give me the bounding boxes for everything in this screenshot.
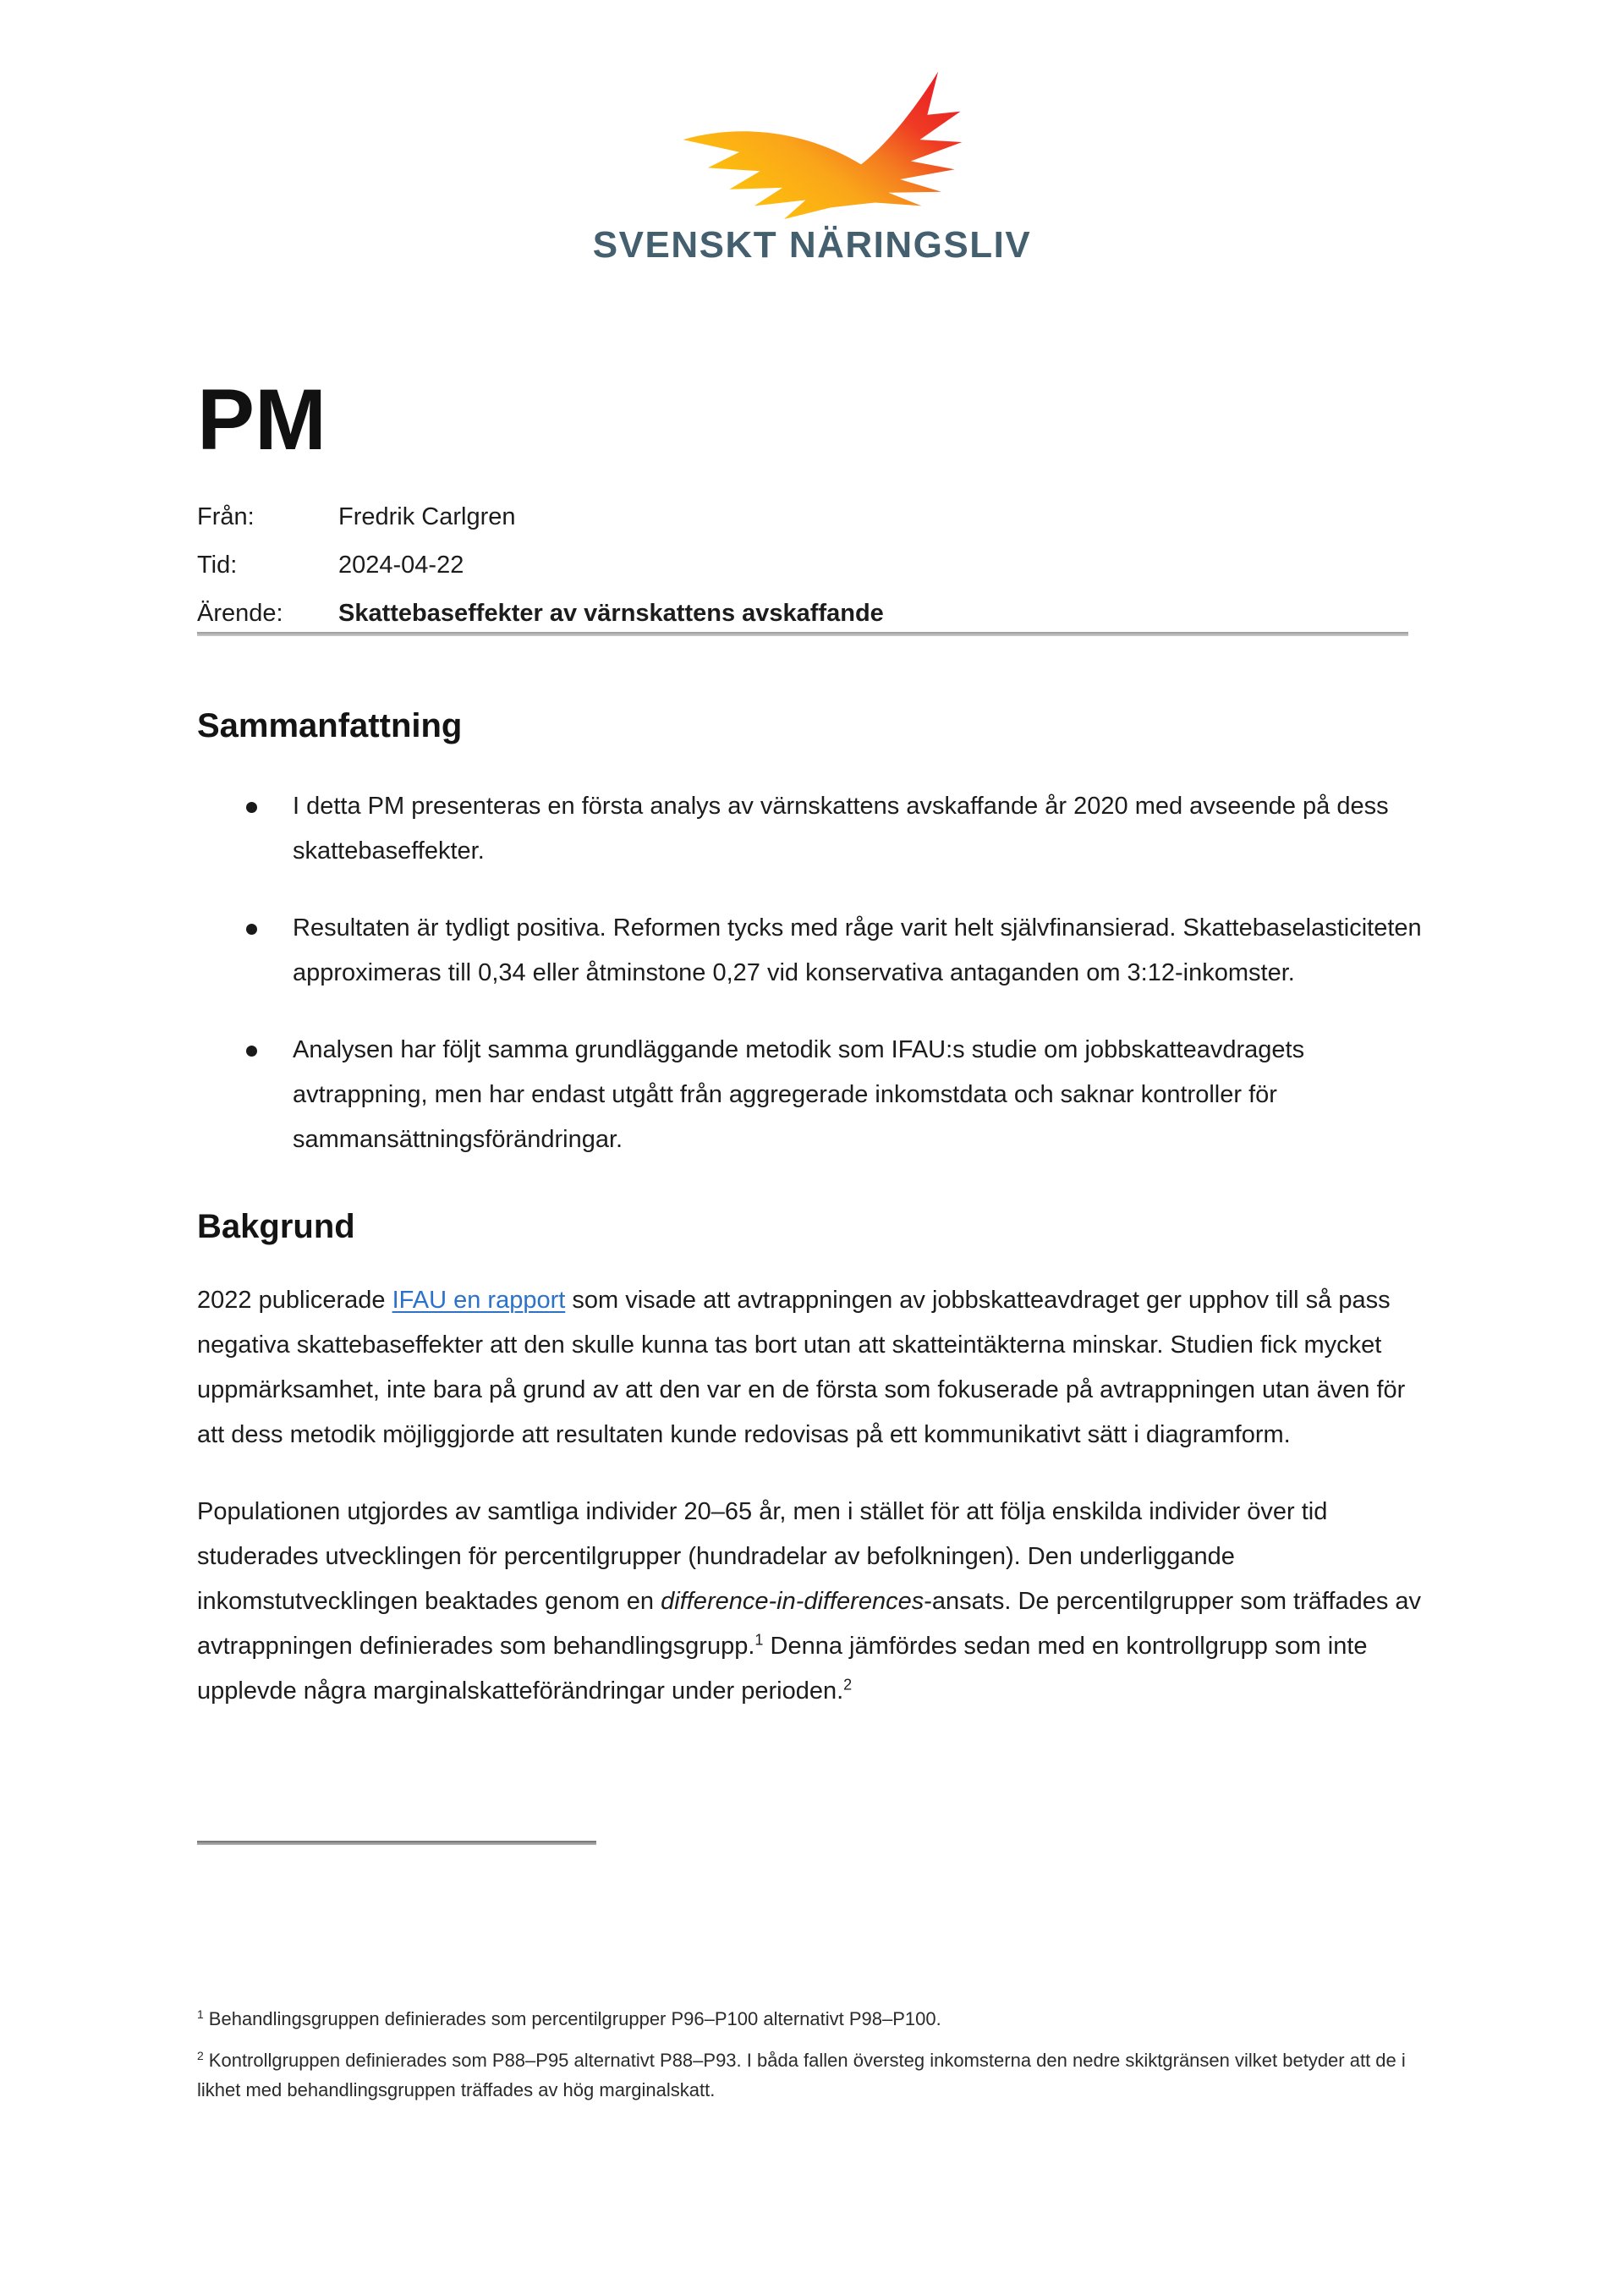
summary-bullet-2: Resultaten är tydligt positiva. Reformen tycks med råge varit helt självfinansierad. Skattebaselasticiteten approximeras till 0,34 eller åtminstone 0,27 vid konservativa antaganden om 3:12-inkomster. (197, 906, 1434, 996)
meta-divider (197, 632, 1408, 636)
paragraph-text: 2022 publicerade (197, 1287, 392, 1314)
footnote-text: Behandlingsgruppen definierades som percentilgrupper P96–P100 alternativt P98–P100. (208, 2008, 941, 2029)
footnote-divider (197, 1841, 596, 1845)
ifau-report-link[interactable]: IFAU en rapport (392, 1287, 566, 1314)
footnote-ref-1: 1 (754, 1631, 764, 1649)
footnotes-block (197, 2004, 1447, 2117)
section-background (197, 1208, 1434, 1714)
background-paragraph-2 (197, 1490, 1434, 1714)
summary-bullet-3: Analysen har följt samma grundläggande metodik som IFAU:s studie om jobbskatteavdragets avtrappning, men har endast utgått från aggregerade inkomstdata och saknar kontroller för sammansättningsförändringar. (197, 1028, 1434, 1162)
meta-block (197, 493, 884, 638)
brand-name: SVENSKT NÄRINGSLIV (592, 224, 1032, 266)
summary-heading: Sammanfattning (197, 707, 463, 744)
meta-time-value: 2024-04-22 (338, 552, 464, 579)
background-paragraph-1 (197, 1278, 1434, 1458)
meta-from-label: Från: (197, 503, 255, 530)
footnote-2 (197, 2045, 1447, 2105)
footnote-1 (197, 2004, 1447, 2034)
paragraph-text: som visade att avtrappningen av jobbskatteavdraget ger upphov till så pass negativa skattebaseffekter att den skulle kunna tas bort utan att skatteintäkterna minskar. Studien fick mycket uppmärksamhet, inte bara på grund av att den var en de första som fokuserade på avtrappningen utan även för att dess metodik möjliggjorde att resultaten kunde redovisas på ett kommunikativt sätt i diagramform. (197, 1287, 1406, 1448)
meta-subject-label: Ärende: (197, 600, 283, 627)
footnote-text: Kontrollgruppen definierades som P88–P95 alternativt P88–P93. I båda fallen översteg inkomsterna den nedre skiktgränsen vilket betyder att de i likhet med behandlingsgruppen träffades av hög marginalskatt. (197, 2050, 1406, 2100)
summary-bullet-1: I detta PM presenteras en första analys av värnskattens avskaffande år 2020 med avseende på dess skattebaseffekter. (197, 784, 1434, 874)
footnote-marker-2: 2 (197, 2048, 204, 2062)
footnote-ref-2: 2 (843, 1676, 853, 1694)
paragraph-text: -ansats. De percentilgrupper som träffades av avtrappningen definierades som behandlingsgrupp. (197, 1588, 1422, 1660)
meta-subject-value: Skattebaseffekter av värnskattens avskaffande (338, 600, 884, 627)
page-title: PM (197, 371, 326, 468)
brand-logo (0, 63, 1624, 266)
meta-time-label: Tid: (197, 552, 238, 579)
background-heading: Bakgrund (197, 1208, 355, 1245)
paragraph-text: Denna jämfördes sedan med en kontrollgrupp som inte upplevde några marginalskatteförändringar under perioden. (197, 1633, 1368, 1705)
section-summary (197, 707, 1434, 1194)
brand-wing-icon (673, 63, 974, 221)
meta-from-value: Fredrik Carlgren (338, 503, 516, 530)
footnote-marker-1: 1 (197, 2007, 204, 2021)
summary-bullet-list (197, 784, 1434, 1162)
paragraph-text: Populationen utgjordes av samtliga individer 20–65 år, men i stället för att följa enskilda individer över tid studerades utvecklingen för percentilgrupper (hundradelar av befolkningen). Den underliggande inkomstutvecklingen beaktades genom en (197, 1498, 1328, 1615)
italic-term: difference-in-differences (661, 1588, 924, 1615)
